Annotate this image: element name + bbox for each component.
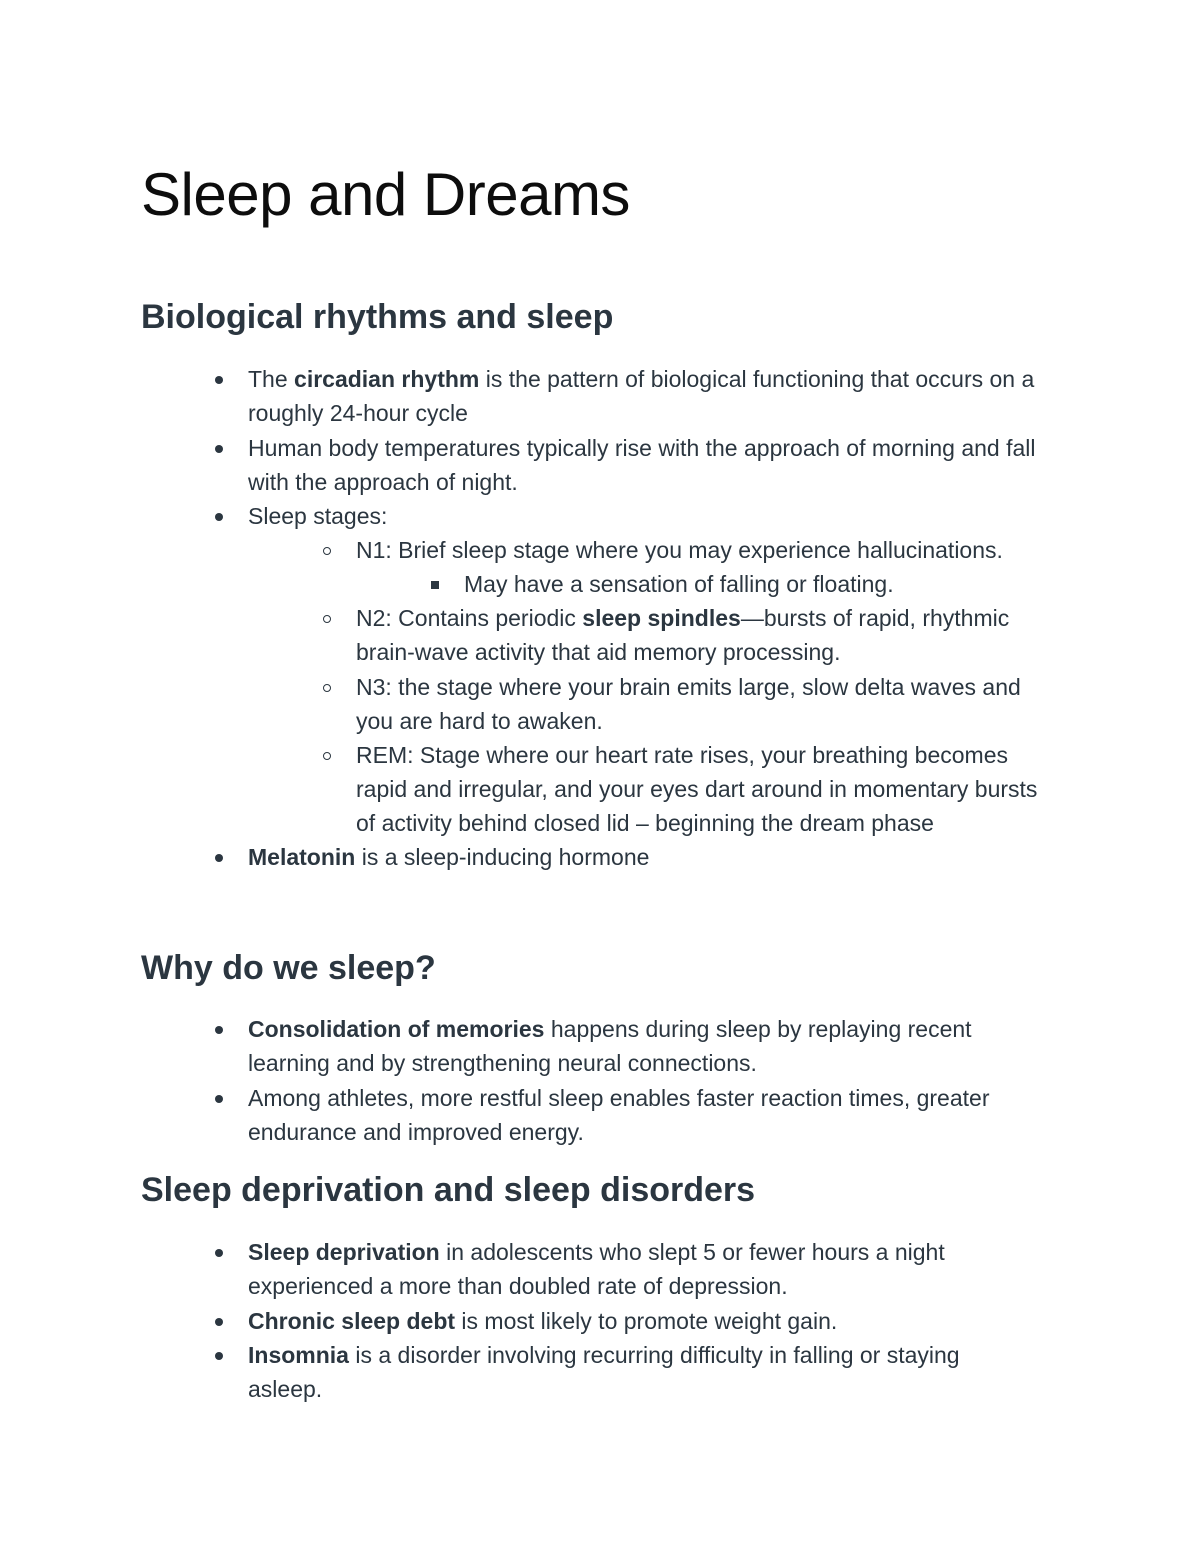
page-title: Sleep and Dreams	[141, 161, 630, 228]
list-item: Melatonin is a sleep-inducing hormone	[248, 844, 650, 870]
list-item: N1: Brief sleep stage where you may experience hallucinations.	[356, 537, 1003, 563]
section-heading-biological-rhythms: Biological rhythms and sleep	[141, 298, 614, 336]
bullet-icon	[215, 1026, 223, 1034]
list-item: Sleep deprivation in adolescents who slept 5 or fewer hours a night experienced a more than doubled rate of depression.	[248, 1239, 945, 1300]
bullet-icon	[215, 445, 223, 453]
list-item: The circadian rhythm is the pattern of biological functioning that occurs on a roughly 24-hour cycle	[248, 366, 1035, 427]
bullet-icon	[215, 1352, 223, 1360]
list-item: Consolidation of memories happens during sleep by replaying recent learning and by strengthening neural connections.	[248, 1016, 972, 1077]
section-heading-sleep-deprivation: Sleep deprivation and sleep disorders	[141, 1171, 756, 1209]
list-item: May have a sensation of falling or floating.	[464, 571, 894, 597]
list-item: REM: Stage where our heart rate rises, your breathing becomes rapid and irregular, and your eyes dart around in momentary bursts of activity behind closed lid – beginning the dream phase	[356, 742, 1038, 837]
bullet-icon	[215, 854, 223, 862]
circle-bullet-icon	[323, 547, 331, 555]
bullet-icon	[215, 1249, 223, 1257]
bullet-icon	[215, 1318, 223, 1326]
list-item: Insomnia is a disorder involving recurring difficulty in falling or staying asleep.	[248, 1342, 960, 1403]
circle-bullet-icon	[323, 615, 331, 623]
section-heading-why-sleep: Why do we sleep?	[141, 949, 436, 987]
list-item: Human body temperatures typically rise with the approach of morning and fall with the approach of night.	[248, 435, 1036, 496]
bullet-icon	[215, 1095, 223, 1103]
circle-bullet-icon	[323, 752, 331, 760]
list-item: Sleep stages:	[248, 503, 388, 529]
bullet-icon	[215, 513, 223, 521]
bullet-icon	[215, 376, 223, 384]
list-item: Chronic sleep debt is most likely to promote weight gain.	[248, 1308, 838, 1334]
circle-bullet-icon	[323, 684, 331, 692]
list-item: Among athletes, more restful sleep enables faster reaction times, greater endurance and improved energy.	[248, 1085, 990, 1146]
list-item: N3: the stage where your brain emits large, slow delta waves and you are hard to awaken.	[356, 674, 1021, 735]
square-bullet-icon	[431, 581, 439, 589]
list-item: N2: Contains periodic sleep spindles—bursts of rapid, rhythmic brain-wave activity that aid memory processing.	[356, 605, 1010, 666]
